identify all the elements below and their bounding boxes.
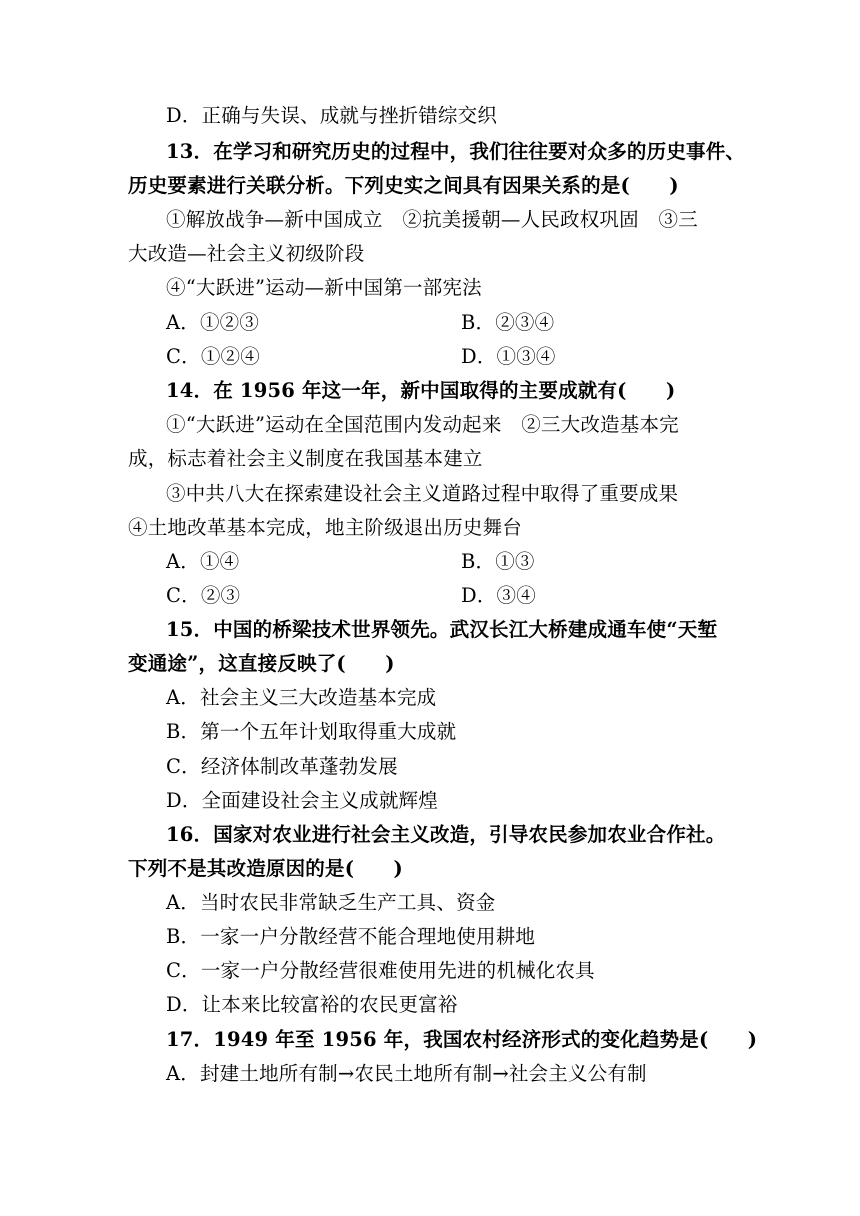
q15-option-d: D．全面建设社会主义成就辉煌: [166, 789, 438, 812]
q16-stem-line2: 下列不是其改造原因的是( ): [128, 857, 403, 880]
q16-option-a: A．当时农民非常缺乏生产工具、资金: [166, 891, 496, 914]
q13-option-a: A．①②③: [166, 311, 260, 334]
q15-option-a: A．社会主义三大改造基本完成: [166, 686, 437, 709]
q17-stem: 17．1949 年至 1956 年，我国农村经济形式的变化趋势是( ): [166, 1028, 758, 1051]
q13-stem-line2: 历史要素进行关联分析。下列史实之间具有因果关系的是( ): [128, 174, 679, 197]
q16-stem-line1: 16．国家对农业进行社会主义改造，引导农民参加农业合作社。: [166, 823, 726, 846]
q15-option-c: C．经济体制改革蓬勃发展: [166, 755, 398, 778]
q14-items-line1: ①“大跃进”运动在全国范围内发动起来 ②三大改造基本完: [166, 413, 679, 436]
q13-option-c: C．①②④: [166, 345, 260, 368]
q13-stem-line1: 13．在学习和研究历史的过程中，我们往往要对众多的历史事件、: [166, 140, 746, 163]
q17-option-a: A．封建土地所有制→农民土地所有制→社会主义公有制: [166, 1062, 647, 1085]
q13-option-d: D．①③④: [461, 345, 556, 368]
q15-stem-line1: 15．中国的桥梁技术世界领先。武汉长江大桥建成通车使“天堑: [166, 618, 718, 641]
q14-items-line2: 成，标志着社会主义制度在我国基本建立: [128, 447, 483, 470]
q14-items-line3: ③中共八大在探索建设社会主义道路过程中取得了重要成果: [166, 482, 679, 505]
q14-option-d: D．③④: [461, 584, 536, 607]
q16-option-d: D．让本来比较富裕的农民更富裕: [166, 993, 458, 1016]
q13-items-line3: ④“大跃进”运动—新中国第一部宪法: [166, 276, 482, 299]
q13-items-line2: 大改造—社会主义初级阶段: [128, 242, 365, 265]
q13-option-b: B．②③④: [461, 311, 555, 334]
q16-option-b: B．一家一户分散经营不能合理地使用耕地: [166, 925, 536, 948]
q16-option-c: C．一家一户分散经营很难使用先进的机械化农具: [166, 959, 595, 982]
q14-option-b: B．①③: [461, 550, 535, 573]
q14-option-c: C．②③: [166, 584, 241, 607]
q15-option-b: B．第一个五年计划取得重大成就: [166, 720, 457, 743]
q14-stem: 14．在 1956 年这一年，新中国取得的主要成就有( ): [166, 379, 676, 402]
q12-option-d: D．正确与失误、成就与挫折错综交织: [166, 104, 498, 127]
q15-stem-line2: 变通途”，这直接反映了( ): [128, 652, 395, 675]
q14-items-line4: ④土地改革基本完成，地主阶级退出历史舞台: [128, 516, 523, 539]
q13-items-line1: ①解放战争—新中国成立 ②抗美援朝—人民政权巩固 ③三: [166, 208, 698, 231]
q14-option-a: A．①④: [166, 550, 240, 573]
